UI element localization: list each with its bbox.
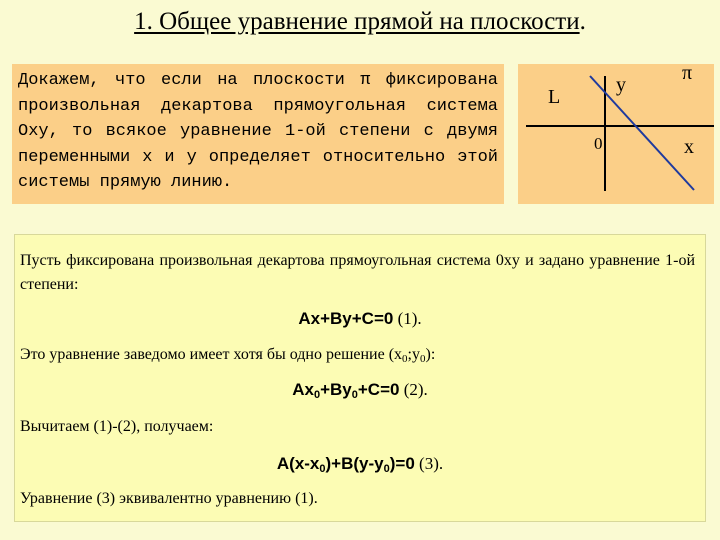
paragraph-2-text: ;y — [407, 346, 420, 363]
intro-line: Oxy, то всякое уравнение 1-ой степени с двумя — [18, 122, 498, 141]
label-L: L — [548, 86, 561, 108]
equation-2-expr — [292, 380, 399, 399]
equation-3-number: (3). — [414, 454, 444, 473]
subscript: 0 — [319, 463, 326, 475]
label-y: y — [616, 74, 626, 96]
equation-3 — [15, 452, 705, 476]
subscript: 0 — [383, 463, 390, 475]
intro-line: произвольная декартова прямоугольная система — [18, 96, 498, 116]
equation-1-expr: Ax+By+C=0 — [298, 309, 394, 328]
eq-part: +C=0 — [357, 380, 400, 399]
label-pi: π — [682, 62, 693, 84]
line-diagram — [518, 64, 714, 204]
label-x: x — [684, 136, 694, 158]
eq-part: )=0 — [389, 454, 415, 473]
proof-box — [14, 234, 706, 522]
equation-2-number: (2). — [399, 380, 428, 399]
slide-title-period: . — [579, 8, 586, 35]
label-origin: 0 — [594, 134, 603, 153]
eq-part: )+B(y-y — [325, 454, 384, 473]
paragraph-1: Пусть фиксирована произвольная декартова прямоугольная система 0xy и задано уравнение 1-ой степени: — [20, 252, 695, 293]
equation-1-number: (1). — [393, 309, 422, 328]
equation-1 — [15, 307, 705, 331]
eq-part: A(x-x — [276, 454, 320, 473]
intro-line: системы прямую линию. — [18, 173, 233, 192]
equation-3-expr — [277, 454, 415, 473]
paragraph-2-text: Это уравнение заведомо имеет хотя бы одно решение (x — [20, 346, 403, 363]
intro-line: переменными x и y определяет относительно этой — [18, 147, 498, 167]
paragraph-4: Уравнение (3) эквивалентно уравнению (1). — [20, 490, 318, 507]
slide-title-text: 1. Общее уравнение прямой на плоскости — [134, 8, 580, 35]
intro-line: Докажем, что если на плоскости π фиксирована — [18, 71, 498, 90]
paragraph-2-text: ): — [425, 346, 436, 363]
paragraph-2 — [20, 343, 695, 367]
eq-part: Ax — [292, 380, 314, 399]
intro-statement — [12, 64, 504, 204]
paragraph-3: Вычитаем (1)-(2), получаем: — [20, 418, 214, 435]
equation-2 — [15, 378, 705, 402]
subscript: 0 — [351, 389, 358, 401]
subscript: 0 — [313, 389, 321, 401]
slide-title — [0, 8, 720, 36]
subscript: 0 — [420, 353, 426, 365]
subscript: 0 — [402, 353, 408, 365]
eq-part: +By — [320, 380, 352, 399]
